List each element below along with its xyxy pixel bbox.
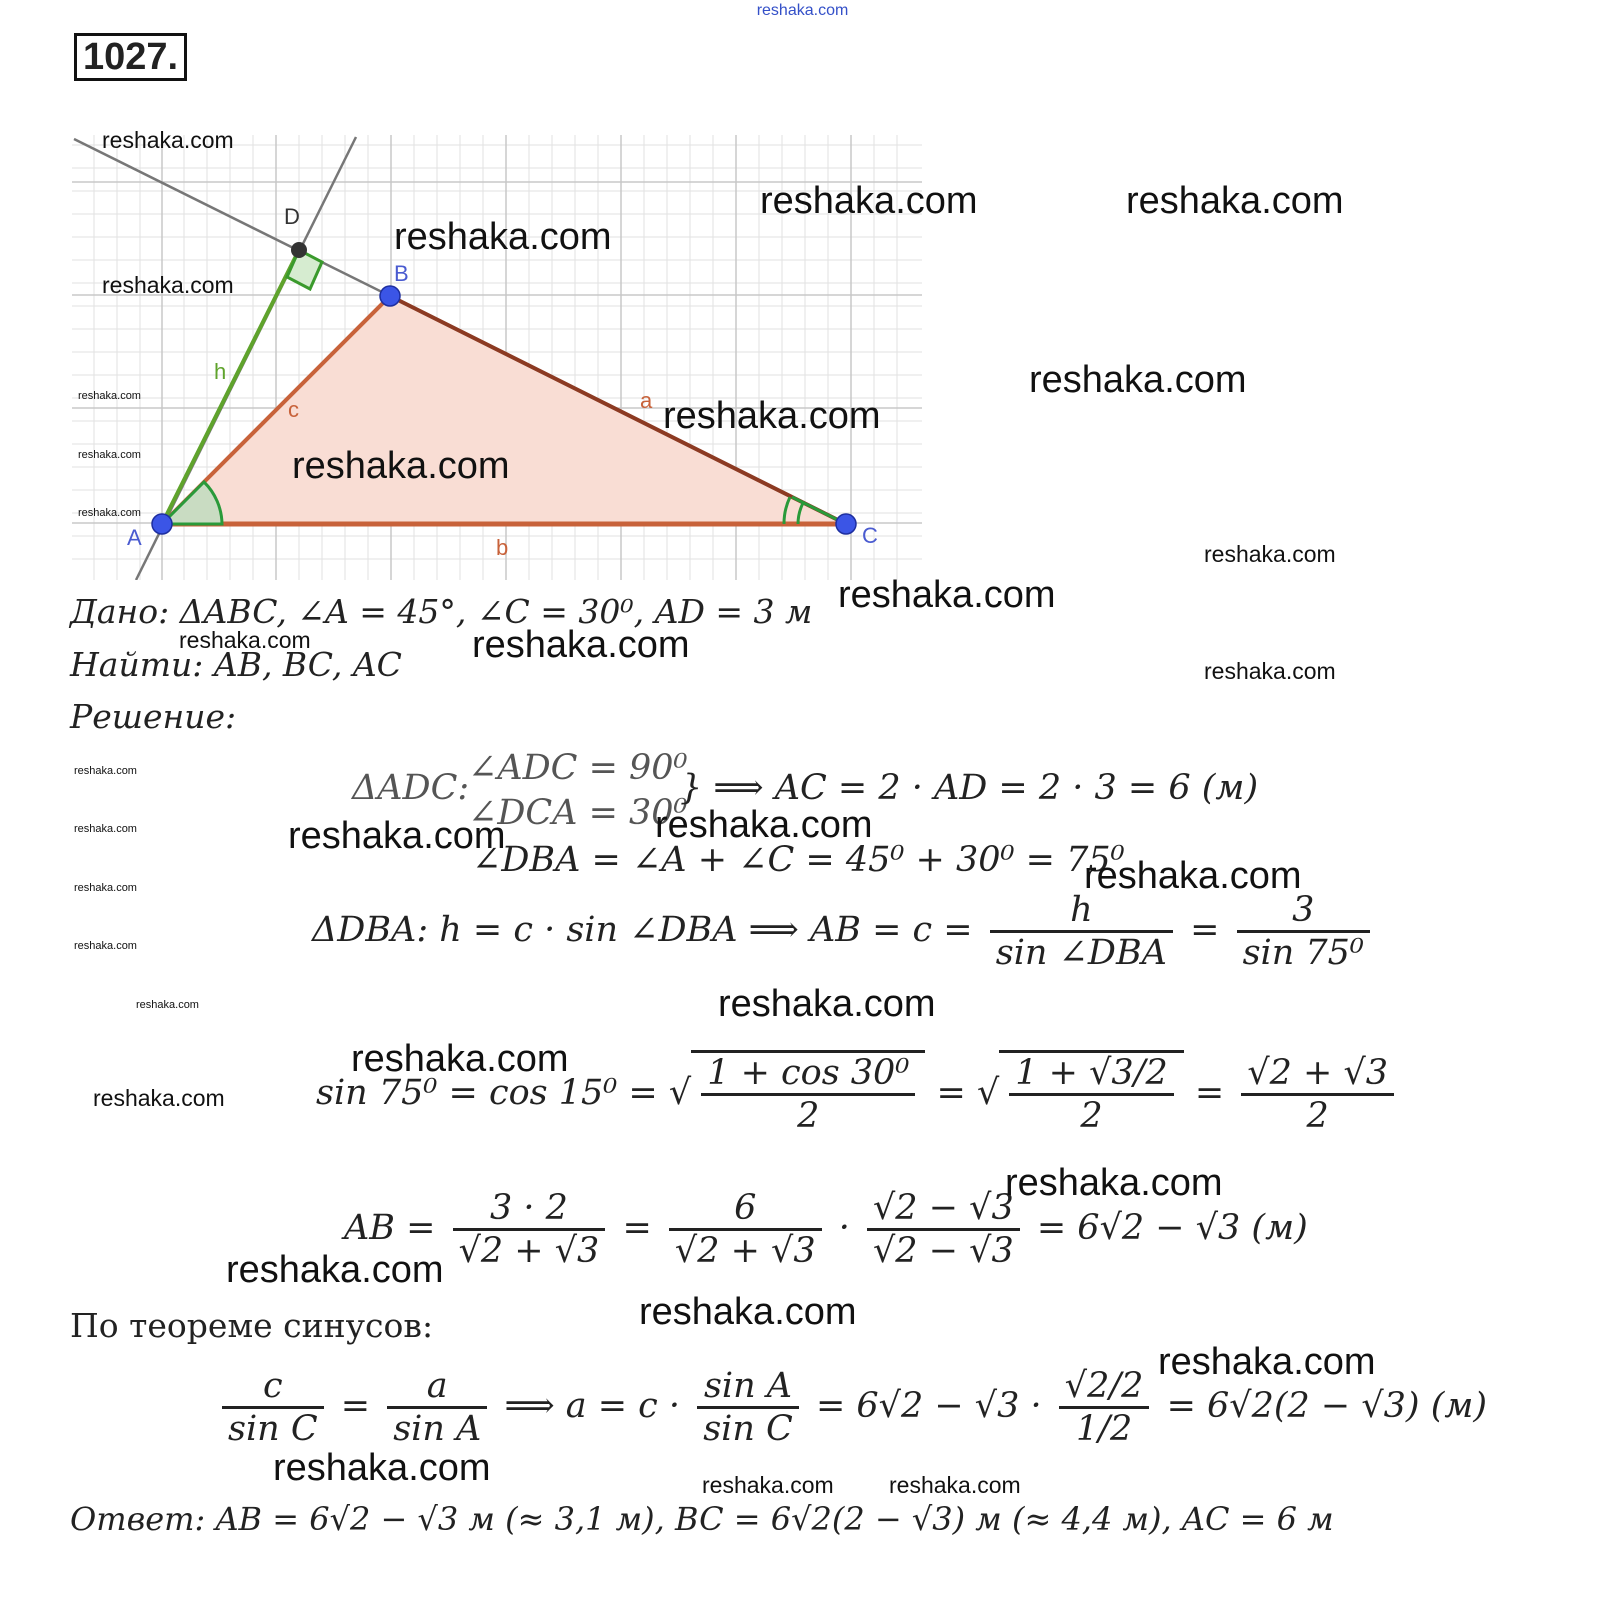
watermark: reshaka.com [1029, 359, 1247, 401]
watermark: reshaka.com [78, 449, 141, 461]
watermark: reshaka.com [179, 627, 311, 653]
step-6-fraction-3 [697, 1366, 799, 1449]
step-6-num-1: c [263, 1366, 283, 1406]
step-3-num-1: h [1070, 890, 1093, 930]
step-5-fraction-2 [669, 1188, 822, 1271]
step-6-fraction-1 [222, 1366, 324, 1449]
step-5-fraction-3 [867, 1188, 1020, 1271]
step-1-result: } ⟹ AC = 2 · AD = 2 · 3 = 6 (м) [680, 768, 1259, 808]
watermark: reshaka.com [78, 507, 141, 519]
answer-text: : AB = 6√2 − √3 м (≈ 3,1 м), BC = 6√2(2 − √3) м (≈ 4,4 м), AC = 6 м [194, 1500, 1334, 1538]
step-6-num-2: a [426, 1366, 448, 1406]
label-h: h [214, 359, 227, 384]
step-6-num-4: √2/2 [1064, 1366, 1144, 1406]
label-d: D [284, 204, 300, 229]
step-5: AB = $\frac{3 \cdot 2}{√2 + √3}$ = $\frac{6}{√2 + √3}$ · $\frac{√2 - √3}{√2 - √3}$ = 6√2 − √3 (м) [344, 1188, 1308, 1271]
watermark: reshaka.com [102, 272, 234, 298]
watermark: reshaka.com [1126, 180, 1344, 222]
step-6-den-3: sin C [697, 1406, 799, 1449]
watermark: reshaka.com [472, 624, 690, 666]
watermark: reshaka.com [74, 882, 137, 894]
watermark: reshaka.com [1158, 1341, 1376, 1383]
watermark: reshaka.com [1005, 1162, 1223, 1204]
theorem-heading: По теореме синусов: [70, 1306, 434, 1345]
step-6-fraction-2 [387, 1366, 487, 1449]
step-3-den-1: sin ∠DBA [990, 930, 1173, 973]
watermark: reshaka.com [760, 180, 978, 222]
watermark: reshaka.com [655, 804, 873, 846]
vertex-b [380, 286, 400, 306]
point-d [291, 242, 307, 258]
step-4: sin 75⁰ = cos 15⁰ = √ $\frac{\text{1 + cos 30⁰}}{2}$ = √ $\frac{1 + √3/2}{2}$ = $\frac{√2 + √3}{2}$ [316, 1050, 1400, 1136]
find-label: Найти [70, 645, 193, 684]
step-5-result: = 6√2 − √3 (м) [1036, 1208, 1308, 1248]
step-3-num-2: 3 [1292, 890, 1315, 930]
step-3-den-2: sin 75⁰ [1237, 930, 1370, 973]
step-3-fraction-2 [1237, 890, 1370, 973]
answer-label: Ответ [70, 1500, 195, 1538]
step-6-den-4: 1/2 [1059, 1406, 1150, 1449]
step-5-den-2: √2 + √3 [669, 1228, 822, 1271]
step-4-fraction-1 [701, 1053, 915, 1136]
watermark: reshaka.com [136, 999, 199, 1011]
watermark: reshaka.com [394, 216, 612, 258]
step-3-left: ΔDBA: h = c · sin ∠DBA ⟹ AB = c = [312, 910, 973, 950]
watermark: reshaka.com [102, 127, 234, 153]
step-4-num-1: 1 + cos 30⁰ [707, 1053, 910, 1093]
step-4-num-2: 1 + √3/2 [1015, 1053, 1168, 1093]
step-6-num-3: sin A [703, 1366, 793, 1406]
step-5-num-3: √2 − √3 [873, 1188, 1014, 1228]
solution-label: Решение: [70, 697, 237, 736]
step-6-result: = 6√2(2 − √3) (м) [1166, 1386, 1488, 1426]
step-3 [312, 890, 1376, 973]
step-4-fraction-3 [1241, 1053, 1394, 1136]
label-c: C [862, 523, 878, 548]
step-5-fraction-1 [453, 1188, 606, 1271]
label-side-a: a [640, 388, 653, 413]
step-1-line-2: ∠DCA = 30⁰ [468, 793, 688, 833]
watermark: reshaka.com [78, 390, 141, 402]
watermark: reshaka.com [1204, 541, 1336, 567]
vertex-a [152, 514, 172, 534]
step-3-eq: = [1190, 910, 1220, 950]
watermark: reshaka.com [93, 1085, 225, 1111]
watermark: reshaka.com [288, 815, 506, 857]
answer-line [70, 1500, 1334, 1538]
step-4-num-3: √2 + √3 [1247, 1053, 1389, 1093]
watermark: reshaka.com [74, 765, 137, 777]
step-5-den-1: √2 + √3 [453, 1228, 606, 1271]
site-header-watermark: reshaka.com [756, 2, 849, 19]
label-b: B [394, 261, 409, 286]
step-4-den-2: 2 [1009, 1093, 1173, 1136]
step-6-mid-2: = 6√2 − √3 · [815, 1386, 1042, 1426]
step-5-num-1: 3 · 2 [489, 1188, 568, 1228]
watermark: reshaka.com [351, 1038, 569, 1080]
step-6: $\frac{c}{\text{sin C}}$ = $\frac{a}{\text{sin A}}$ ⟹ a = c · $\frac{\text{sin A}}{\text{sin C}}$ = 6√2 − √3 · $\frac{√2/2}{1/2}$ = 6√2(2 − √3) (м) [216, 1366, 1487, 1449]
label-side-b: b [496, 535, 509, 560]
step-6-den-1: sin C [222, 1406, 324, 1449]
step-1-line-1: ∠ADC = 90⁰ [468, 748, 688, 788]
step-4-den-1: 2 [701, 1093, 915, 1136]
watermark: reshaka.com [273, 1447, 491, 1489]
given-text: : ΔABC, ∠A = 45°, ∠C = 30⁰, AD = 3 м [158, 592, 813, 631]
find-text: : AB, BC, AC [192, 645, 402, 684]
step-5-num-2: 6 [734, 1188, 757, 1228]
watermark: reshaka.com [889, 1472, 1021, 1498]
step-5-den-3: √2 − √3 [867, 1228, 1020, 1271]
problem-number: 1027. [74, 33, 187, 81]
step-3-fraction-1 [990, 890, 1173, 973]
watermark: reshaka.com [74, 823, 137, 835]
step-6-mid: ⟹ a = c · [504, 1386, 681, 1426]
watermark: reshaka.com [226, 1249, 444, 1291]
step-2: ∠DBA = ∠A + ∠C = 45⁰ + 30⁰ = 75⁰ [472, 840, 1125, 880]
watermark: reshaka.com [702, 1472, 834, 1498]
watermark: reshaka.com [718, 983, 936, 1025]
watermark: reshaka.com [74, 940, 137, 952]
step-6-fraction-4 [1059, 1366, 1150, 1449]
step-4-fraction-2 [1009, 1053, 1173, 1136]
watermark: reshaka.com [292, 445, 510, 487]
watermark: reshaka.com [1204, 658, 1336, 684]
step-6-den-2: sin A [387, 1406, 487, 1449]
given-label: Дано [70, 592, 159, 631]
step-4-left: sin 75⁰ = cos 15⁰ = [316, 1073, 658, 1113]
watermark: reshaka.com [639, 1291, 857, 1333]
watermark: reshaka.com [1084, 855, 1302, 897]
watermark: reshaka.com [838, 574, 1056, 616]
label-a: A [127, 525, 142, 550]
watermark: reshaka.com [663, 395, 881, 437]
step-5-left: AB = [344, 1208, 436, 1248]
given-line [70, 592, 812, 631]
step-1-triangle: ΔADC: [352, 768, 470, 808]
step-4-den-3: 2 [1241, 1093, 1394, 1136]
vertex-c [836, 514, 856, 534]
label-side-c: c [288, 397, 299, 422]
